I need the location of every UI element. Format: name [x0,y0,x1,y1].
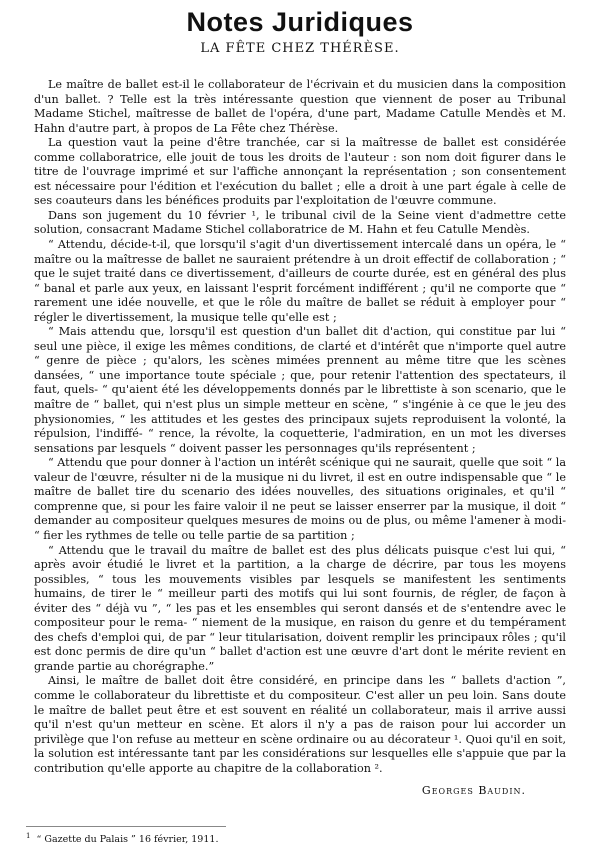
footnote [26,832,218,845]
page-title: Notes Juridiques [186,7,414,37]
footnote-divider [26,826,226,827]
paragraph: La question vaut la peine d'être tranchée, car si la maîtresse de ballet est considérée comme collaboratrice, elle jouit de tous les droits de l'auteur : son nom doit figurer dans le titre de l'ouvrage imprimé et sur l'affiche annonçant la représentation ; son consentement est nécessaire pour l'édition et l'exécution du ballet ; elle a droit à une part égale à celle de ses coauteurs dans les bénéfices produits par l'exploitation de l'œuvre commune. [34,136,566,208]
quoted-paragraph: “ Attendu que pour donner à l'action un intérêt scénique qui ne saurait, quelle que soit “ la valeur de l'œuvre, résulter ni de la musique ni du livret, il est en outre indispensable que “ le maître de ballet tire du scenario des idées nouvelles, des situations originales, et qu'il “ comprenne que, si pour les faire valoir il ne peut se laisser enserrer par la musique, il doit “ demander au compositeur quelques mesures de moins ou de plus, ou même l'amener à modi- “ fier les rythmes de telle ou telle partie de sa partition ; [34,456,566,542]
footnote-marker: 1 [26,832,31,840]
paragraph: Le maître de ballet est-il le collaborateur de l'écrivain et du musicien dans la composition d'un ballet. ? Telle est la très intéressante question que viennent de poser au Tribunal Madame Stichel, maîtresse de ballet de l'opéra, d'une part, Madame Catulle Mendès et M. Hahn d'autre part, à propos de La Fête chez Thérèse. [34,78,566,135]
quoted-paragraph: “ Attendu que le travail du maître de ballet est des plus délicats puisque c'est lui qui, “ après avoir étudié le livret et la partition, a la charge de décrire, par tous les moyens possibles, “ tous les mouvements visibles par lesquels se manifestent les sentiments humains, de tirer le “ meilleur parti des motifs qui lui sont fournis, de régler, de façon à éviter des “ déjà vu ”, “ les pas et les ensembles qui seront dansés et de s'entendre avec le compositeur pour le rema- “ niement de la musique, en raison du genre et du tempérament des chefs d'emploi qui, de par “ leur titularisation, doivent remplir les principaux rôles ; qu'il est donc permis de dire qu'un “ ballet d'action est une œuvre d'art dont le mérite revient en grande partie au chorégraphe.” [34,543,566,673]
paragraph: Dans son jugement du 10 février ¹, le tribunal civil de la Seine vient d'admettre cette solution, consacrant Madame Stichel collaboratrice de M. Hahn et feu Catulle Mendès. [34,208,566,237]
quoted-paragraph: “ Mais attendu que, lorsqu'il est question d'un ballet dit d'action, qui constitue par lui “ seul une pièce, il exige les mêmes conditions, de clarté et d'intérêt que n'importe quel autre “ genre de pièce ; qu'alors, les scènes mimées prennent au même titre que les scènes dansées, “ une importance toute spéciale ; que, pour retenir l'attention des spectateurs, il faut, quels- “ qu'aient été les développements donnés par le librettiste à son scenario, que le maître de “ ballet, qui n'est plus un simple metteur en scène, “ s'ingénie à ce que le jeu des physionomies, “ les attitudes et les gestes des principaux sujets reproduisent la volonté, la répulsion, l'indiffé- “ rence, la révolte, la coquetterie, l'admiration, en un mot les diverses sensations par lesquels “ doivent passer les personnages qu'ils représentent ; [34,325,566,455]
author-signature: Georges Baudin. [421,784,526,798]
article-subtitle: LA FÊTE CHEZ THÉRÈSE. [200,41,400,56]
quoted-paragraph: “ Attendu, décide-t-il, que lorsqu'il s'agit d'un divertissement intercalé dans un opéra, le “ maître ou la maîtresse de ballet ne sauraient prétendre à un droit effectif de collaboration ; “ que le sujet traité dans ce divertissement, d'ailleurs de courte durée, est en général des plus “ banal et parle aux yeux, en laissant l'esprit forcément indifférent ; qu'il ne comporte que “ rarement une idée nouvelle, et que le rôle du maître de ballet se réduit à employer pour “ régler le divertissement, la musique telle qu'elle est ; [34,238,566,324]
article-body [34,78,566,776]
footnote-text: “ Gazette du Palais ” 16 février, 1911. [36,834,219,846]
paragraph: Ainsi, le maître de ballet doit être considéré, en principe dans les “ ballets d'action ”, comme le collaborateur du librettiste et du compositeur. C'est aller un peu loin. Sans doute le maître de ballet peut être et est souvent en réalité un collaborateur, mais il arrive aussi qu'il n'est qu'un metteur en scène. Et alors il n'y a pas de raison pour lui accorder un privilège que l'on refuse au metteur en scène ordinaire ou au décorateur ¹. Quoi qu'il en soit, la solution est intéressante tant par les considérations sur lesquelles elle s'appuie que par la contribution qu'elle apporte au chapitre de la collaboration ². [34,674,566,775]
